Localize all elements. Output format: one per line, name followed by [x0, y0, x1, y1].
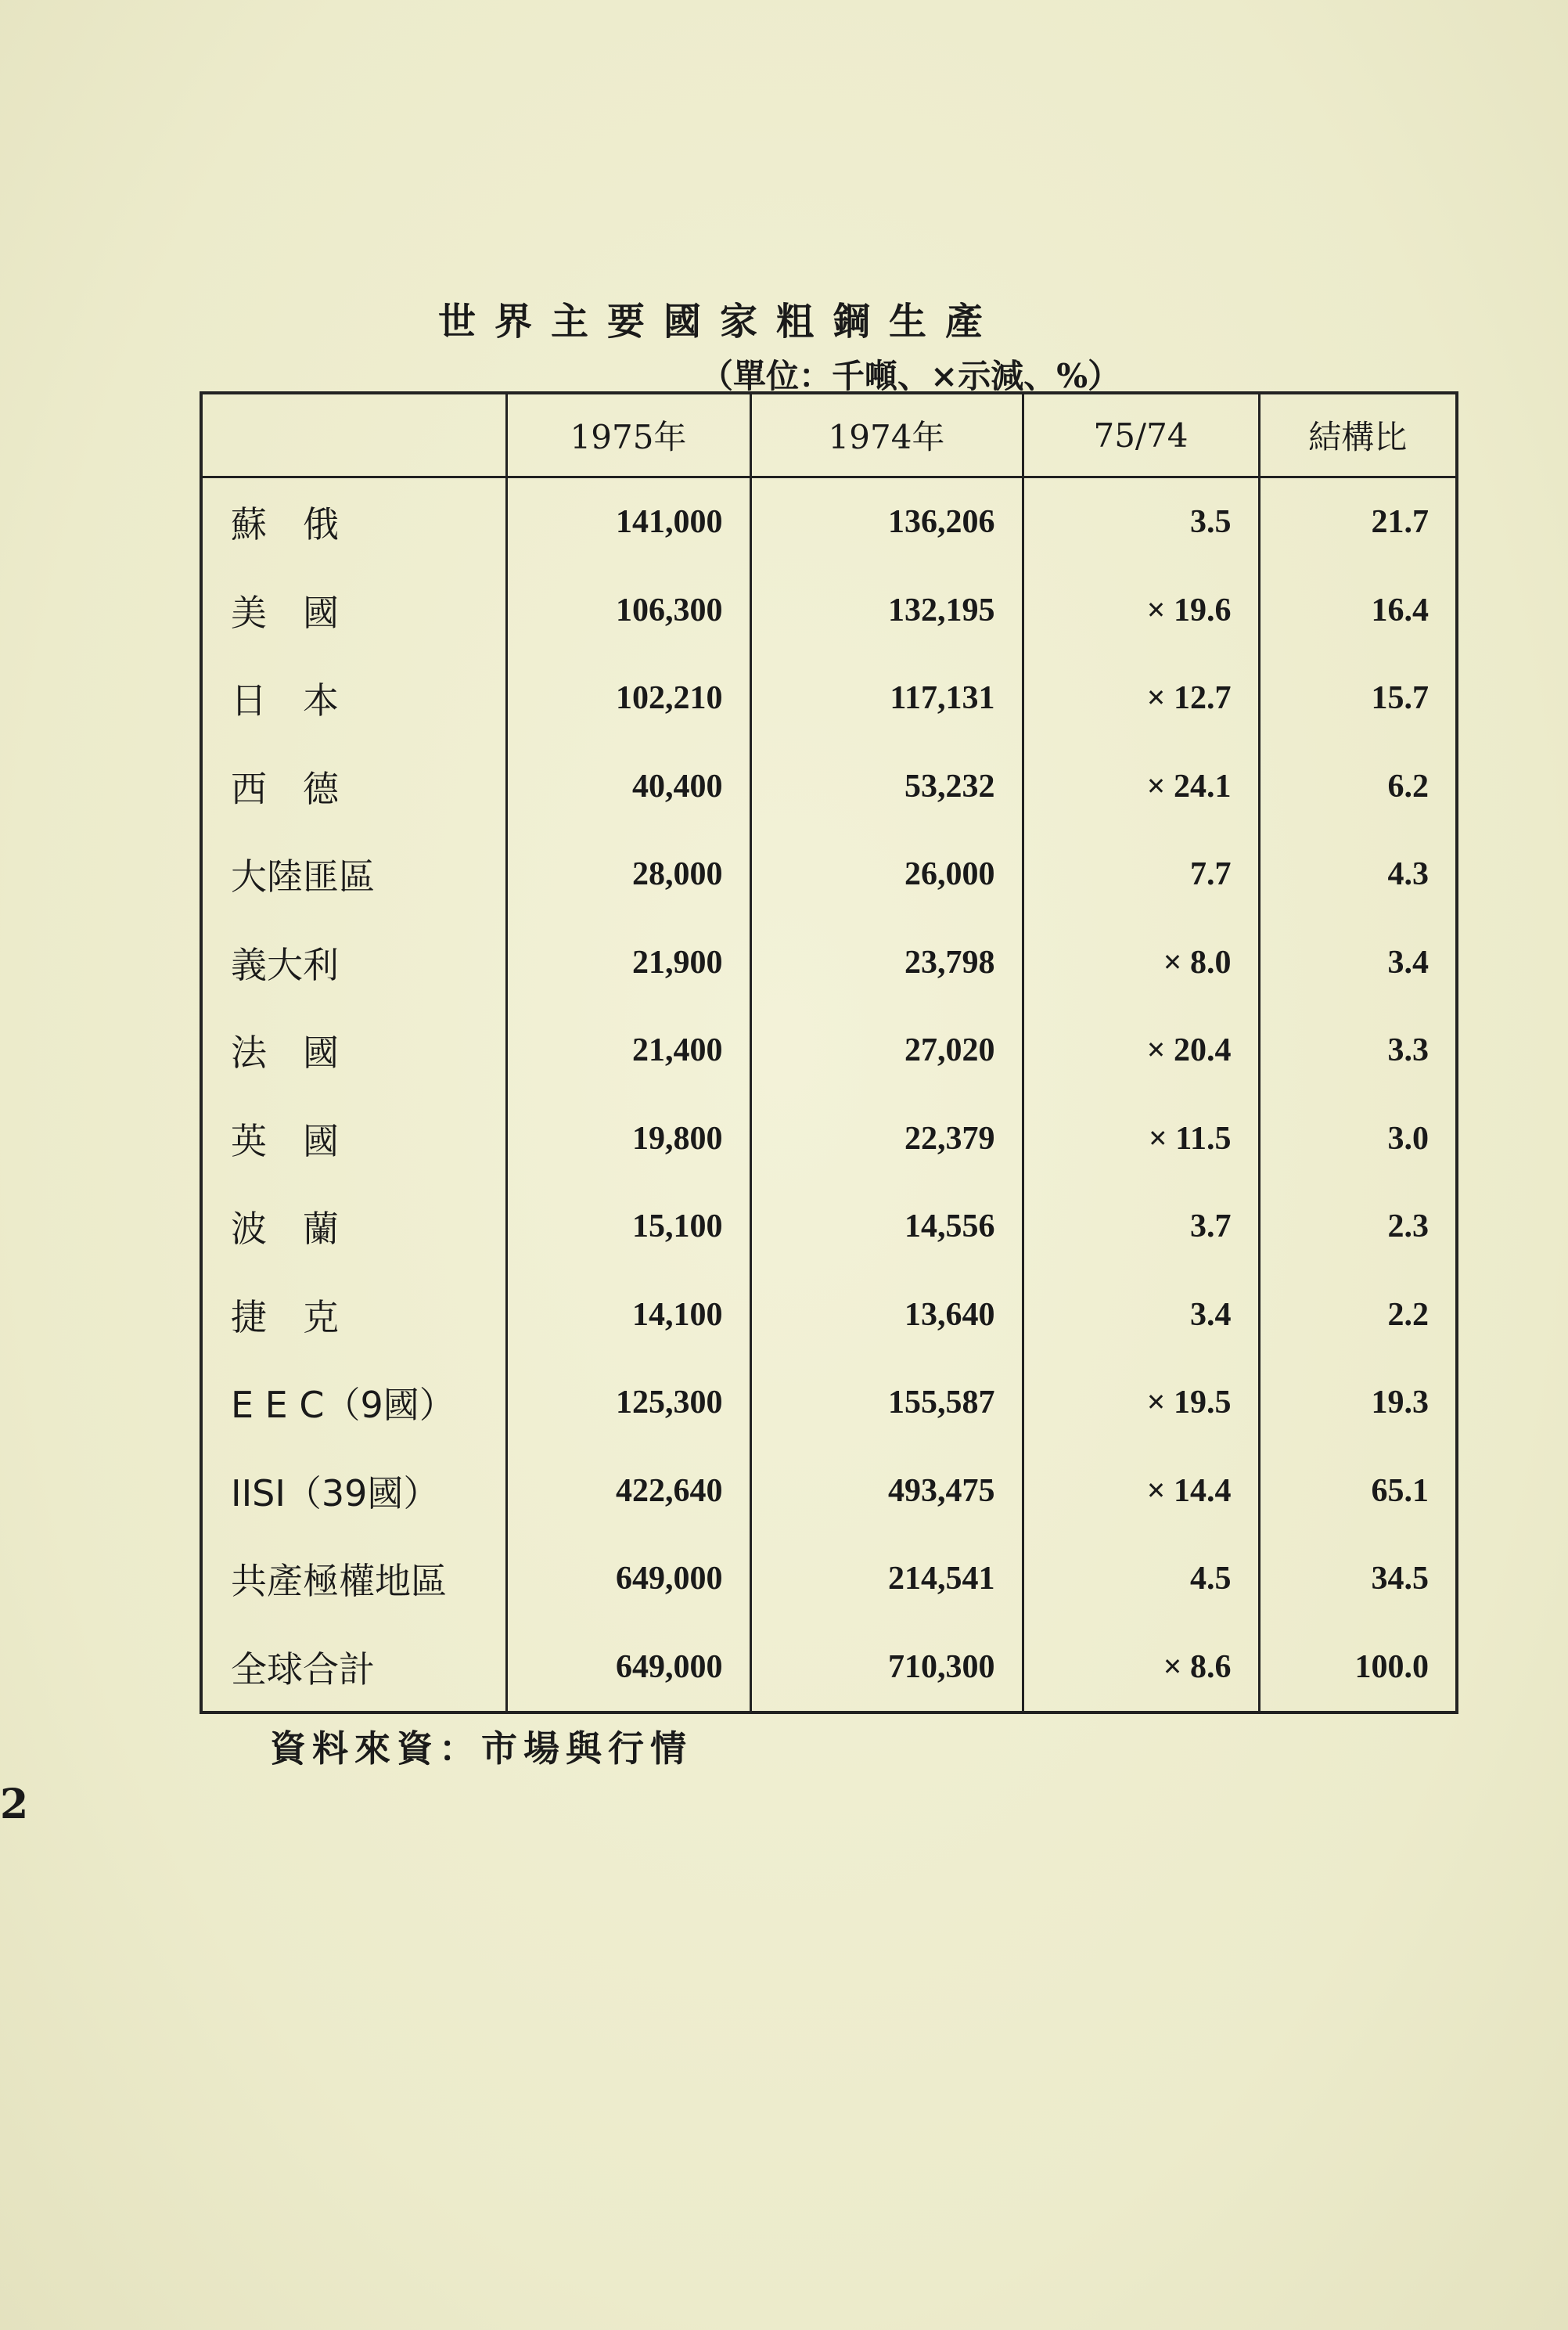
table-header-row: [201, 393, 1457, 477]
table-row: [201, 1359, 1457, 1446]
table-row: [201, 918, 1457, 1006]
country-cell: 共產極權地區: [201, 1535, 506, 1622]
value-cell: 649,000: [506, 1622, 750, 1712]
unit-note: （單位：千噸、×示減、%）: [700, 357, 1121, 395]
country-cell: 捷 克: [201, 1270, 506, 1358]
value-cell: × 19.5: [1023, 1359, 1259, 1446]
value-cell: 136,206: [750, 477, 1023, 567]
value-cell: × 11.5: [1023, 1094, 1259, 1182]
column-header: 1974年: [750, 393, 1023, 477]
country-cell: 全球合計: [201, 1622, 506, 1712]
value-cell: × 19.6: [1023, 567, 1259, 654]
value-cell: 3.3: [1259, 1007, 1457, 1094]
country-cell: 西 德: [201, 742, 506, 830]
page-number: 2: [0, 1781, 29, 1828]
table-title: 世界主要國家粗鋼生產: [438, 300, 1002, 344]
table-row: [201, 654, 1457, 742]
column-header: [201, 393, 506, 477]
table-row: [201, 1270, 1457, 1358]
table-row: [201, 1183, 1457, 1270]
country-cell: 義大利: [201, 918, 506, 1006]
value-cell: 132,195: [750, 567, 1023, 654]
value-cell: 21,400: [506, 1007, 750, 1094]
source-note: 資料來資：市場與行情: [270, 1727, 692, 1770]
value-cell: 15,100: [506, 1183, 750, 1270]
value-cell: × 20.4: [1023, 1007, 1259, 1094]
value-cell: 14,556: [750, 1183, 1023, 1270]
value-cell: 53,232: [750, 742, 1023, 830]
value-cell: 117,131: [750, 654, 1023, 742]
value-cell: × 12.7: [1023, 654, 1259, 742]
value-cell: 6.2: [1259, 742, 1457, 830]
country-cell: 法 國: [201, 1007, 506, 1094]
value-cell: 141,000: [506, 477, 750, 567]
value-cell: × 8.0: [1023, 918, 1259, 1006]
value-cell: × 8.6: [1023, 1622, 1259, 1712]
value-cell: 710,300: [750, 1622, 1023, 1712]
country-cell: IISI（39國）: [201, 1446, 506, 1534]
value-cell: 3.4: [1259, 918, 1457, 1006]
value-cell: 27,020: [750, 1007, 1023, 1094]
value-cell: 23,798: [750, 918, 1023, 1006]
value-cell: 2.3: [1259, 1183, 1457, 1270]
value-cell: 65.1: [1259, 1446, 1457, 1534]
value-cell: 3.7: [1023, 1183, 1259, 1270]
value-cell: 4.3: [1259, 830, 1457, 918]
value-cell: 22,379: [750, 1094, 1023, 1182]
country-cell: 日 本: [201, 654, 506, 742]
country-cell: 英 國: [201, 1094, 506, 1182]
country-cell: 大陸匪區: [201, 830, 506, 918]
table-row: [201, 742, 1457, 830]
table-row: [201, 1446, 1457, 1534]
steel-production-table: [200, 391, 1458, 1714]
country-cell: 蘇 俄: [201, 477, 506, 567]
value-cell: 493,475: [750, 1446, 1023, 1534]
value-cell: 19.3: [1259, 1359, 1457, 1446]
value-cell: 422,640: [506, 1446, 750, 1534]
table-row: [201, 1094, 1457, 1182]
table-row: [201, 567, 1457, 654]
value-cell: 4.5: [1023, 1535, 1259, 1622]
value-cell: 21,900: [506, 918, 750, 1006]
value-cell: 13,640: [750, 1270, 1023, 1358]
table-row: [201, 1007, 1457, 1094]
value-cell: 3.4: [1023, 1270, 1259, 1358]
value-cell: 100.0: [1259, 1622, 1457, 1712]
value-cell: × 14.4: [1023, 1446, 1259, 1534]
value-cell: 15.7: [1259, 654, 1457, 742]
value-cell: 649,000: [506, 1535, 750, 1622]
value-cell: 106,300: [506, 567, 750, 654]
country-cell: 波 蘭: [201, 1183, 506, 1270]
table-row: [201, 1622, 1457, 1712]
value-cell: 19,800: [506, 1094, 750, 1182]
column-header: 1975年: [506, 393, 750, 477]
value-cell: 2.2: [1259, 1270, 1457, 1358]
value-cell: 28,000: [506, 830, 750, 918]
column-header: 結構比: [1259, 393, 1457, 477]
table-body: [201, 477, 1457, 1713]
value-cell: 40,400: [506, 742, 750, 830]
value-cell: 34.5: [1259, 1535, 1457, 1622]
value-cell: 102,210: [506, 654, 750, 742]
value-cell: 14,100: [506, 1270, 750, 1358]
value-cell: 26,000: [750, 830, 1023, 918]
value-cell: 3.0: [1259, 1094, 1457, 1182]
column-header: 75/74: [1023, 393, 1259, 477]
table-row: [201, 830, 1457, 918]
country-cell: E E C（9國）: [201, 1359, 506, 1446]
table-row: [201, 477, 1457, 567]
value-cell: 21.7: [1259, 477, 1457, 567]
value-cell: 3.5: [1023, 477, 1259, 567]
value-cell: 7.7: [1023, 830, 1259, 918]
value-cell: × 24.1: [1023, 742, 1259, 830]
country-cell: 美 國: [201, 567, 506, 654]
table-row: [201, 1535, 1457, 1622]
value-cell: 125,300: [506, 1359, 750, 1446]
value-cell: 155,587: [750, 1359, 1023, 1446]
value-cell: 214,541: [750, 1535, 1023, 1622]
value-cell: 16.4: [1259, 567, 1457, 654]
